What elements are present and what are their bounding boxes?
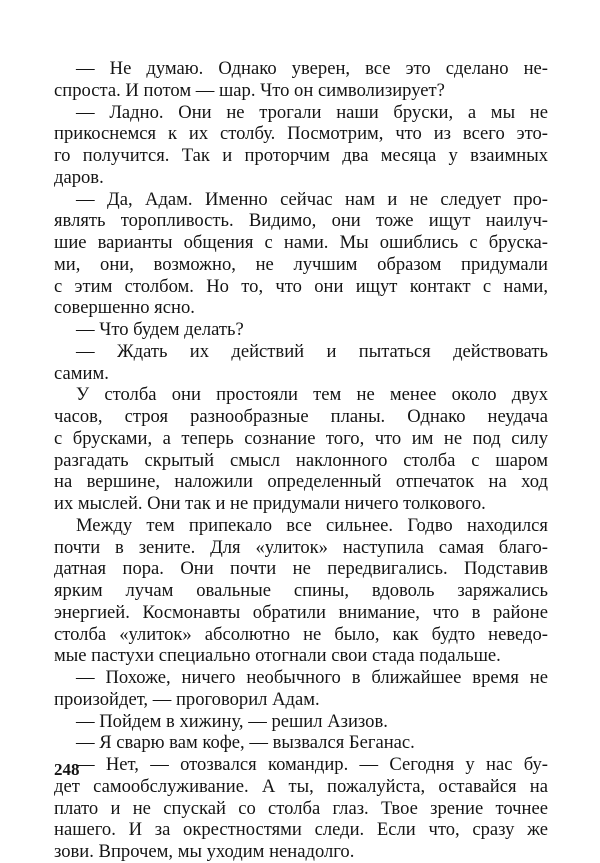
text-line: ми, они, возможно, не лучшим образом придумали (54, 253, 548, 275)
text-line: — Похоже, ничего необычного в ближайшее время не (76, 667, 548, 688)
text-line: их мыслей. Они так и не придумали ничего толкового. (54, 493, 486, 514)
page-number: 248 (54, 760, 80, 779)
text-line: с этим столбом. Но то, что они ищут контакт с нами, (54, 275, 548, 297)
text-line: — Не думаю. Однако уверен, все это сделано не- (76, 58, 548, 79)
text-line: почти в зените. Для «улиток» наступила самая благо- (54, 536, 548, 558)
text-line: являть торопливость. Видимо, они тоже ищут наилуч- (54, 210, 548, 232)
text-line: ярким лучам овальные спины, вдоволь заряжались (54, 580, 548, 601)
text-line: — Пойдем в хижину, — решил Азизов. (76, 710, 388, 732)
text-line: шие варианты общения с нами. Мы ошиблись с бруска- (54, 232, 548, 253)
text-line: — Что будем делать? (76, 319, 244, 340)
text-line: совершенно ясно. (54, 297, 195, 319)
text-line: — Да, Адам. Именно сейчас нам и не следует про- (76, 188, 548, 210)
text-line: на вершине, наложили определенный отпечаток на ход (54, 471, 548, 493)
text-line: мые пастухи специально отогнали свои стада подальше. (54, 645, 501, 667)
text-line: датная пора. Они почти не передвигались. Подставив (54, 558, 548, 580)
body-text (54, 58, 548, 863)
text-line: — Ждать их действий и пытаться действовать (76, 340, 548, 362)
text-line: самим. (54, 362, 109, 384)
text-line: с брусками, а теперь сознание того, что им не под силу (54, 427, 548, 449)
text-line: Между тем припекало все сильнее. Годво находился (76, 514, 548, 536)
text-line: произойдет, — проговорил Адам. (54, 688, 320, 710)
text-line: го получится. Так и проторчим два месяца у взаимных (54, 145, 548, 166)
text-line: зови. Впрочем, мы уходим ненадолго. (54, 841, 355, 862)
text-line: — Я сварю вам кофе, — вызвался Беганас. (76, 732, 415, 754)
text-line: — Нет, — отозвался командир. — Сегодня у нас бу- (76, 754, 548, 775)
text-line: энергией. Космонавты обратили внимание, что в районе (54, 601, 548, 623)
text-line: спроста. И потом — шар. Что он символизирует? (54, 79, 445, 101)
text-line: нашего. И за окрестностями следи. Если что, сразу же (54, 819, 548, 841)
text-line: — Ладно. Они не трогали наши бруски, а мы не (76, 101, 548, 123)
text-line: столба «улиток» абсолютно не было, как будто неведо- (54, 623, 548, 645)
text-line: У столба они простояли тем не менее около двух (76, 384, 548, 406)
text-line: прикоснемся к их столбу. Посмотрим, что из всего это- (54, 123, 548, 145)
text-line: плато и не спускай со столба глаз. Твое зрение точнее (54, 797, 548, 819)
text-line: даров. (54, 166, 104, 188)
text-line: дет самообслуживание. А ты, пожалуйста, оставайся на (54, 775, 548, 797)
text-line: часов, строя разнообразные планы. Однако неудача (54, 406, 548, 427)
text-line: разгадать скрытый смысл наклонного столба с шаром (54, 449, 548, 471)
